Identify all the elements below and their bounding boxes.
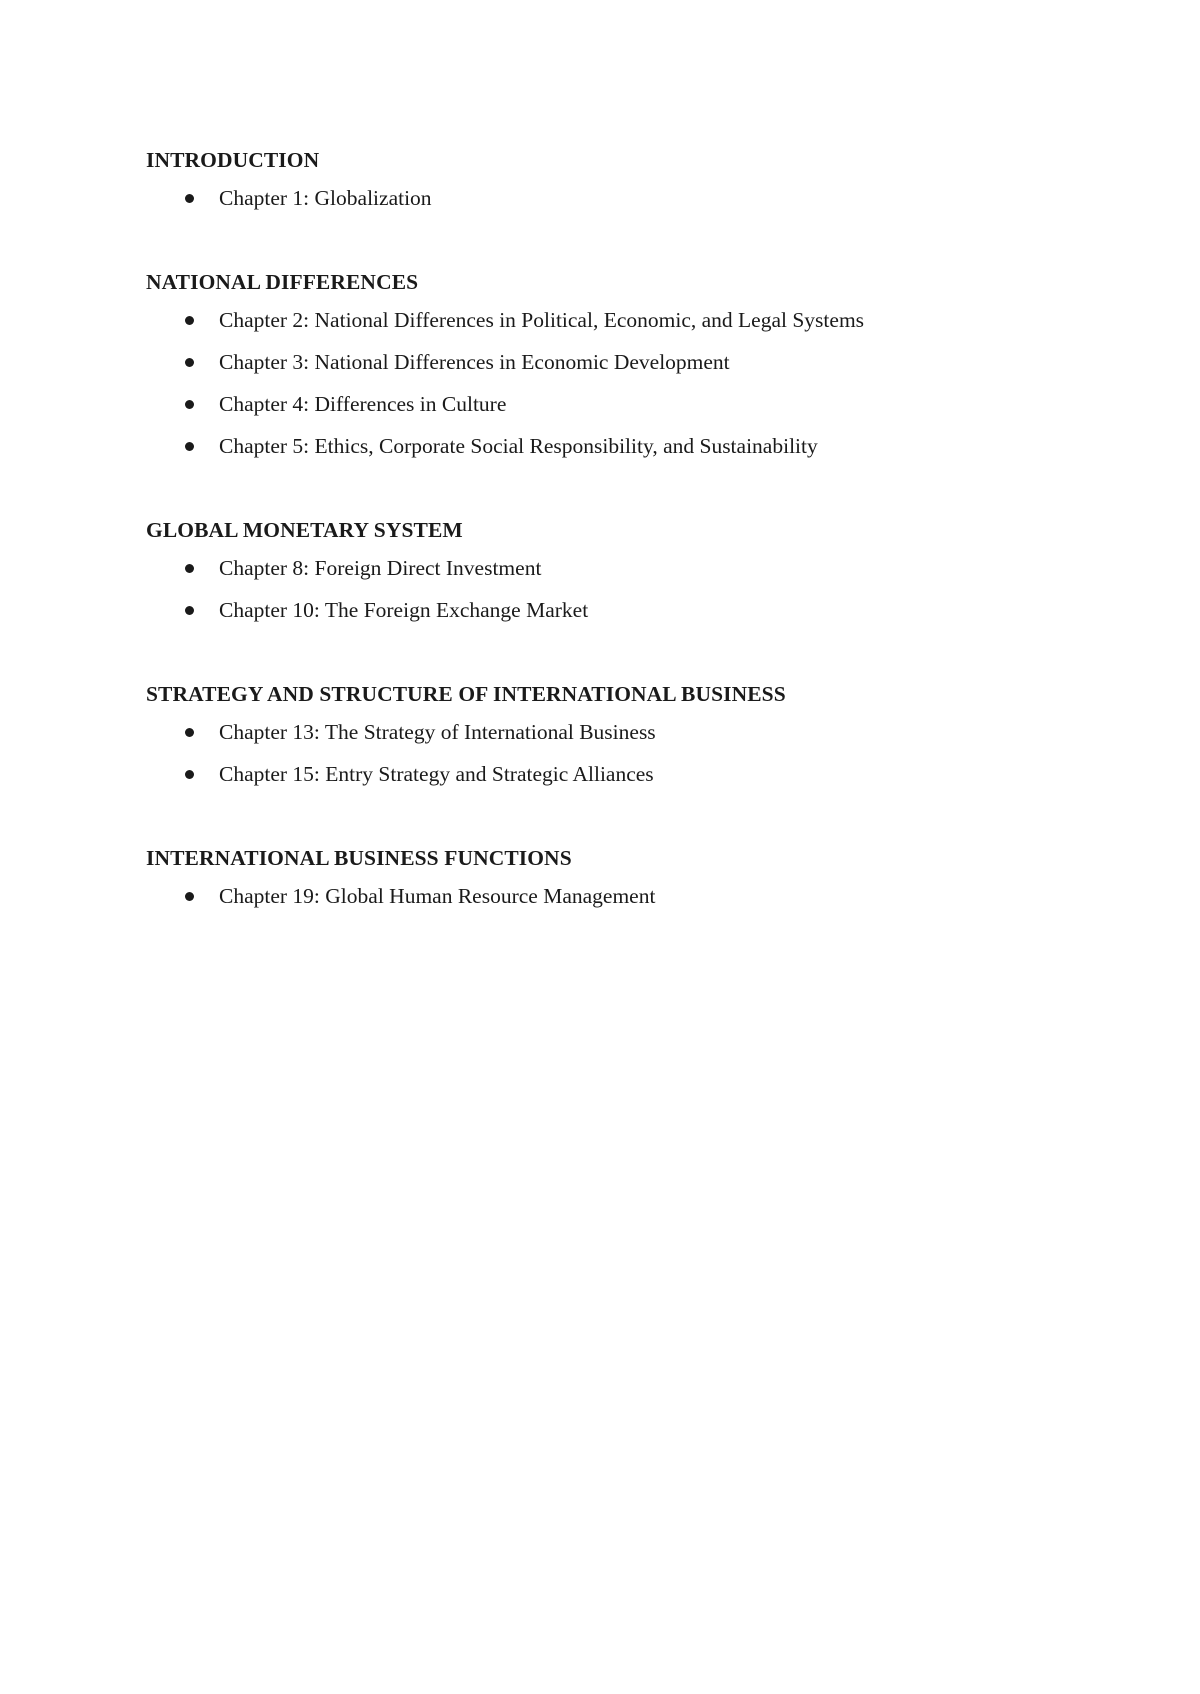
- section-heading: STRATEGY AND STRUCTURE OF INTERNATIONAL BUSINESS: [146, 682, 786, 706]
- list-item: [146, 879, 1106, 921]
- bullet-icon: [185, 442, 194, 451]
- list-item: [146, 387, 1106, 429]
- section-heading: GLOBAL MONETARY SYSTEM: [146, 518, 463, 542]
- list-item: [146, 181, 1106, 223]
- bullet-icon: [185, 606, 194, 615]
- list-item: [146, 757, 1106, 799]
- list-item: [146, 715, 1106, 757]
- section-international-business-functions: [146, 841, 1106, 921]
- list-item: [146, 429, 1106, 471]
- section-heading: INTERNATIONAL BUSINESS FUNCTIONS: [146, 846, 572, 870]
- chapter-list: [146, 715, 1106, 799]
- bullet-icon: [185, 892, 194, 901]
- chapter-list: [146, 181, 1106, 223]
- bullet-icon: [185, 194, 194, 203]
- chapter-label: Chapter 1: Globalization: [219, 186, 432, 210]
- chapter-label: Chapter 4: Differences in Culture: [219, 392, 507, 416]
- chapter-list: [146, 551, 1106, 635]
- chapter-label: Chapter 10: The Foreign Exchange Market: [219, 598, 589, 622]
- list-item: [146, 593, 1106, 635]
- list-item: [146, 551, 1106, 593]
- bullet-icon: [185, 400, 194, 409]
- chapter-list: [146, 303, 1106, 471]
- bullet-icon: [185, 728, 194, 737]
- chapter-label: Chapter 13: The Strategy of International Business: [219, 720, 656, 744]
- bullet-icon: [185, 358, 194, 367]
- document-content: [146, 143, 1106, 963]
- list-item: [146, 345, 1106, 387]
- bullet-icon: [185, 770, 194, 779]
- section-national-differences: [146, 265, 1106, 471]
- chapter-label: Chapter 8: Foreign Direct Investment: [219, 556, 542, 580]
- chapter-list: [146, 879, 1106, 921]
- section-strategy-and-structure: [146, 677, 1106, 799]
- list-item: [146, 303, 1106, 345]
- section-heading: INTRODUCTION: [146, 148, 320, 172]
- chapter-label: Chapter 5: Ethics, Corporate Social Responsibility, and Sustainability: [219, 434, 818, 458]
- chapter-label: Chapter 19: Global Human Resource Management: [219, 884, 656, 908]
- section-heading: NATIONAL DIFFERENCES: [146, 270, 419, 294]
- section-global-monetary-system: [146, 513, 1106, 635]
- chapter-label: Chapter 3: National Differences in Economic Development: [219, 350, 730, 374]
- section-introduction: [146, 143, 1106, 223]
- bullet-icon: [185, 564, 194, 573]
- chapter-label: Chapter 2: National Differences in Political, Economic, and Legal Systems: [219, 308, 865, 332]
- bullet-icon: [185, 316, 194, 325]
- chapter-label: Chapter 15: Entry Strategy and Strategic Alliances: [219, 762, 654, 786]
